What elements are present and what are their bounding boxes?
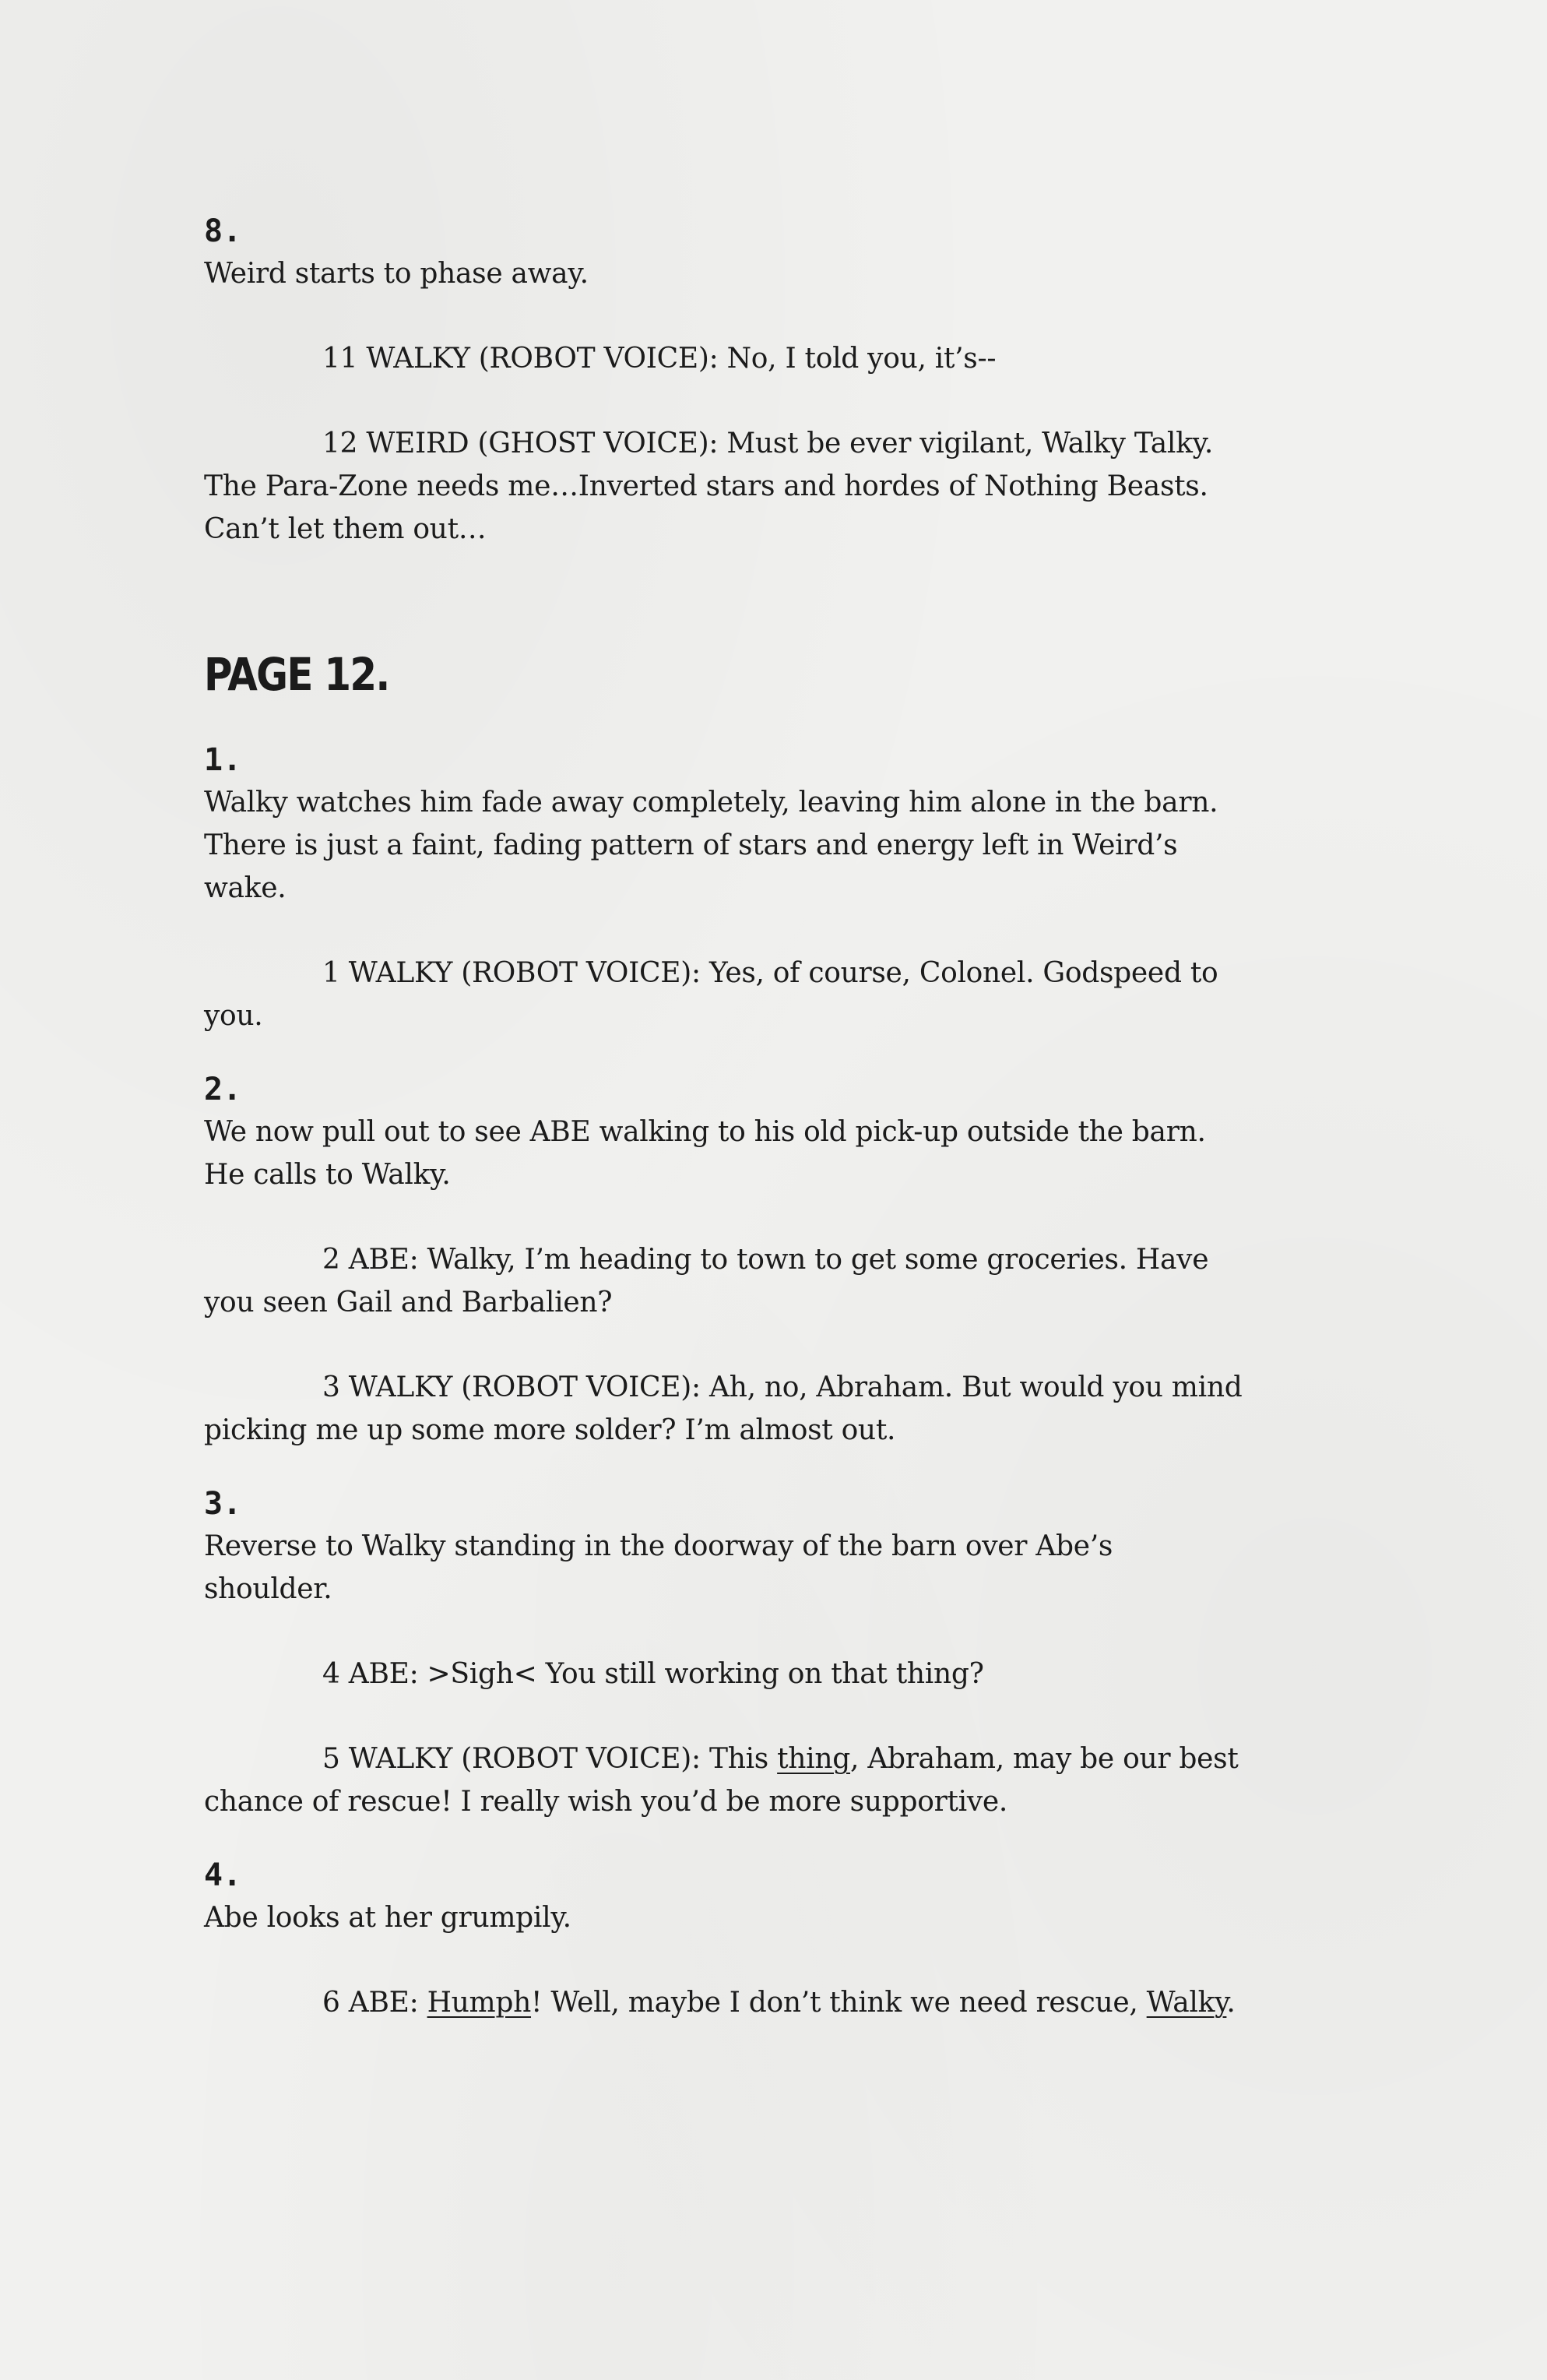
- dialogue-line-3-cont: picking me up some more solder? I’m almost out.: [204, 1414, 896, 1446]
- emphasis-underline: Walky: [1146, 1987, 1227, 2019]
- dialogue-line-4: 4 ABE: >Sigh< You still working on that thing?: [322, 1658, 984, 1690]
- dialogue-line-11: 11 WALKY (ROBOT VOICE): No, I told you, it’s--: [322, 343, 997, 375]
- dialogue-line-12-cont: Can’t let them out…: [204, 513, 487, 545]
- dialogue-line-5-cont: chance of rescue! I really wish you’d be more supportive.: [204, 1786, 1008, 1818]
- dialogue-line-2: 2 ABE: Walky, I’m heading to town to get some groceries. Have: [322, 1244, 1209, 1276]
- panel-1: [204, 739, 1356, 1037]
- panel-number: 8.: [204, 213, 242, 249]
- panel-description: We now pull out to see ABE walking to his old pick-up outside the barn.: [204, 1116, 1206, 1148]
- script-body: [204, 210, 1356, 2024]
- panel-2: [204, 1069, 1356, 1452]
- panel-4: [204, 1854, 1356, 2024]
- dialogue-line-5: [204, 1737, 1356, 1780]
- panel-8: [204, 210, 1356, 551]
- panel-3: [204, 1483, 1356, 1823]
- dialogue-line-1-cont: you.: [204, 1000, 263, 1032]
- dialogue-text: 5 WALKY (ROBOT VOICE): This: [322, 1743, 778, 1775]
- dialogue-text: , Abraham, may be our best: [850, 1743, 1239, 1775]
- emphasis-underline: thing: [777, 1743, 851, 1775]
- panel-description: shoulder.: [204, 1573, 332, 1605]
- dialogue-line-3: 3 WALKY (ROBOT VOICE): Ah, no, Abraham. But would you mind: [322, 1371, 1243, 1403]
- panel-number: 3.: [204, 1486, 242, 1522]
- dialogue-line-12: 12 WEIRD (GHOST VOICE): Must be ever vigilant, Walky Talky.: [322, 428, 1214, 459]
- panel-number: 4.: [204, 1857, 242, 1893]
- dialogue-text: .: [1226, 1987, 1236, 2019]
- panel-description: Abe looks at her grumpily.: [204, 1902, 571, 1934]
- panel-description: There is just a faint, fading pattern of stars and energy left in Weird’s: [204, 829, 1178, 861]
- dialogue-line-6: [204, 1981, 1356, 2024]
- dialogue-line-1: 1 WALKY (ROBOT VOICE): Yes, of course, Colonel. Godspeed to: [322, 957, 1218, 989]
- panel-number: 2.: [204, 1072, 242, 1107]
- panel-description: He calls to Walky.: [204, 1159, 451, 1191]
- panel-number: 1.: [204, 742, 242, 778]
- dialogue-text: 6 ABE:: [322, 1987, 427, 2019]
- page-heading: PAGE 12.: [204, 648, 389, 701]
- panel-description: Reverse to Walky standing in the doorway of the barn over Abe’s: [204, 1530, 1113, 1562]
- panel-description: Walky watches him fade away completely, leaving him alone in the barn.: [204, 787, 1218, 819]
- panel-description: Weird starts to phase away.: [204, 258, 589, 290]
- dialogue-line-2-cont: you seen Gail and Barbalien?: [204, 1287, 613, 1319]
- panel-description: wake.: [204, 872, 287, 904]
- dialogue-text: ! Well, maybe I don’t think we need rescue,: [531, 1987, 1147, 2019]
- emphasis-underline: Humph: [427, 1987, 532, 2019]
- dialogue-line-12-cont: The Para-Zone needs me…Inverted stars and hordes of Nothing Beasts.: [204, 470, 1208, 502]
